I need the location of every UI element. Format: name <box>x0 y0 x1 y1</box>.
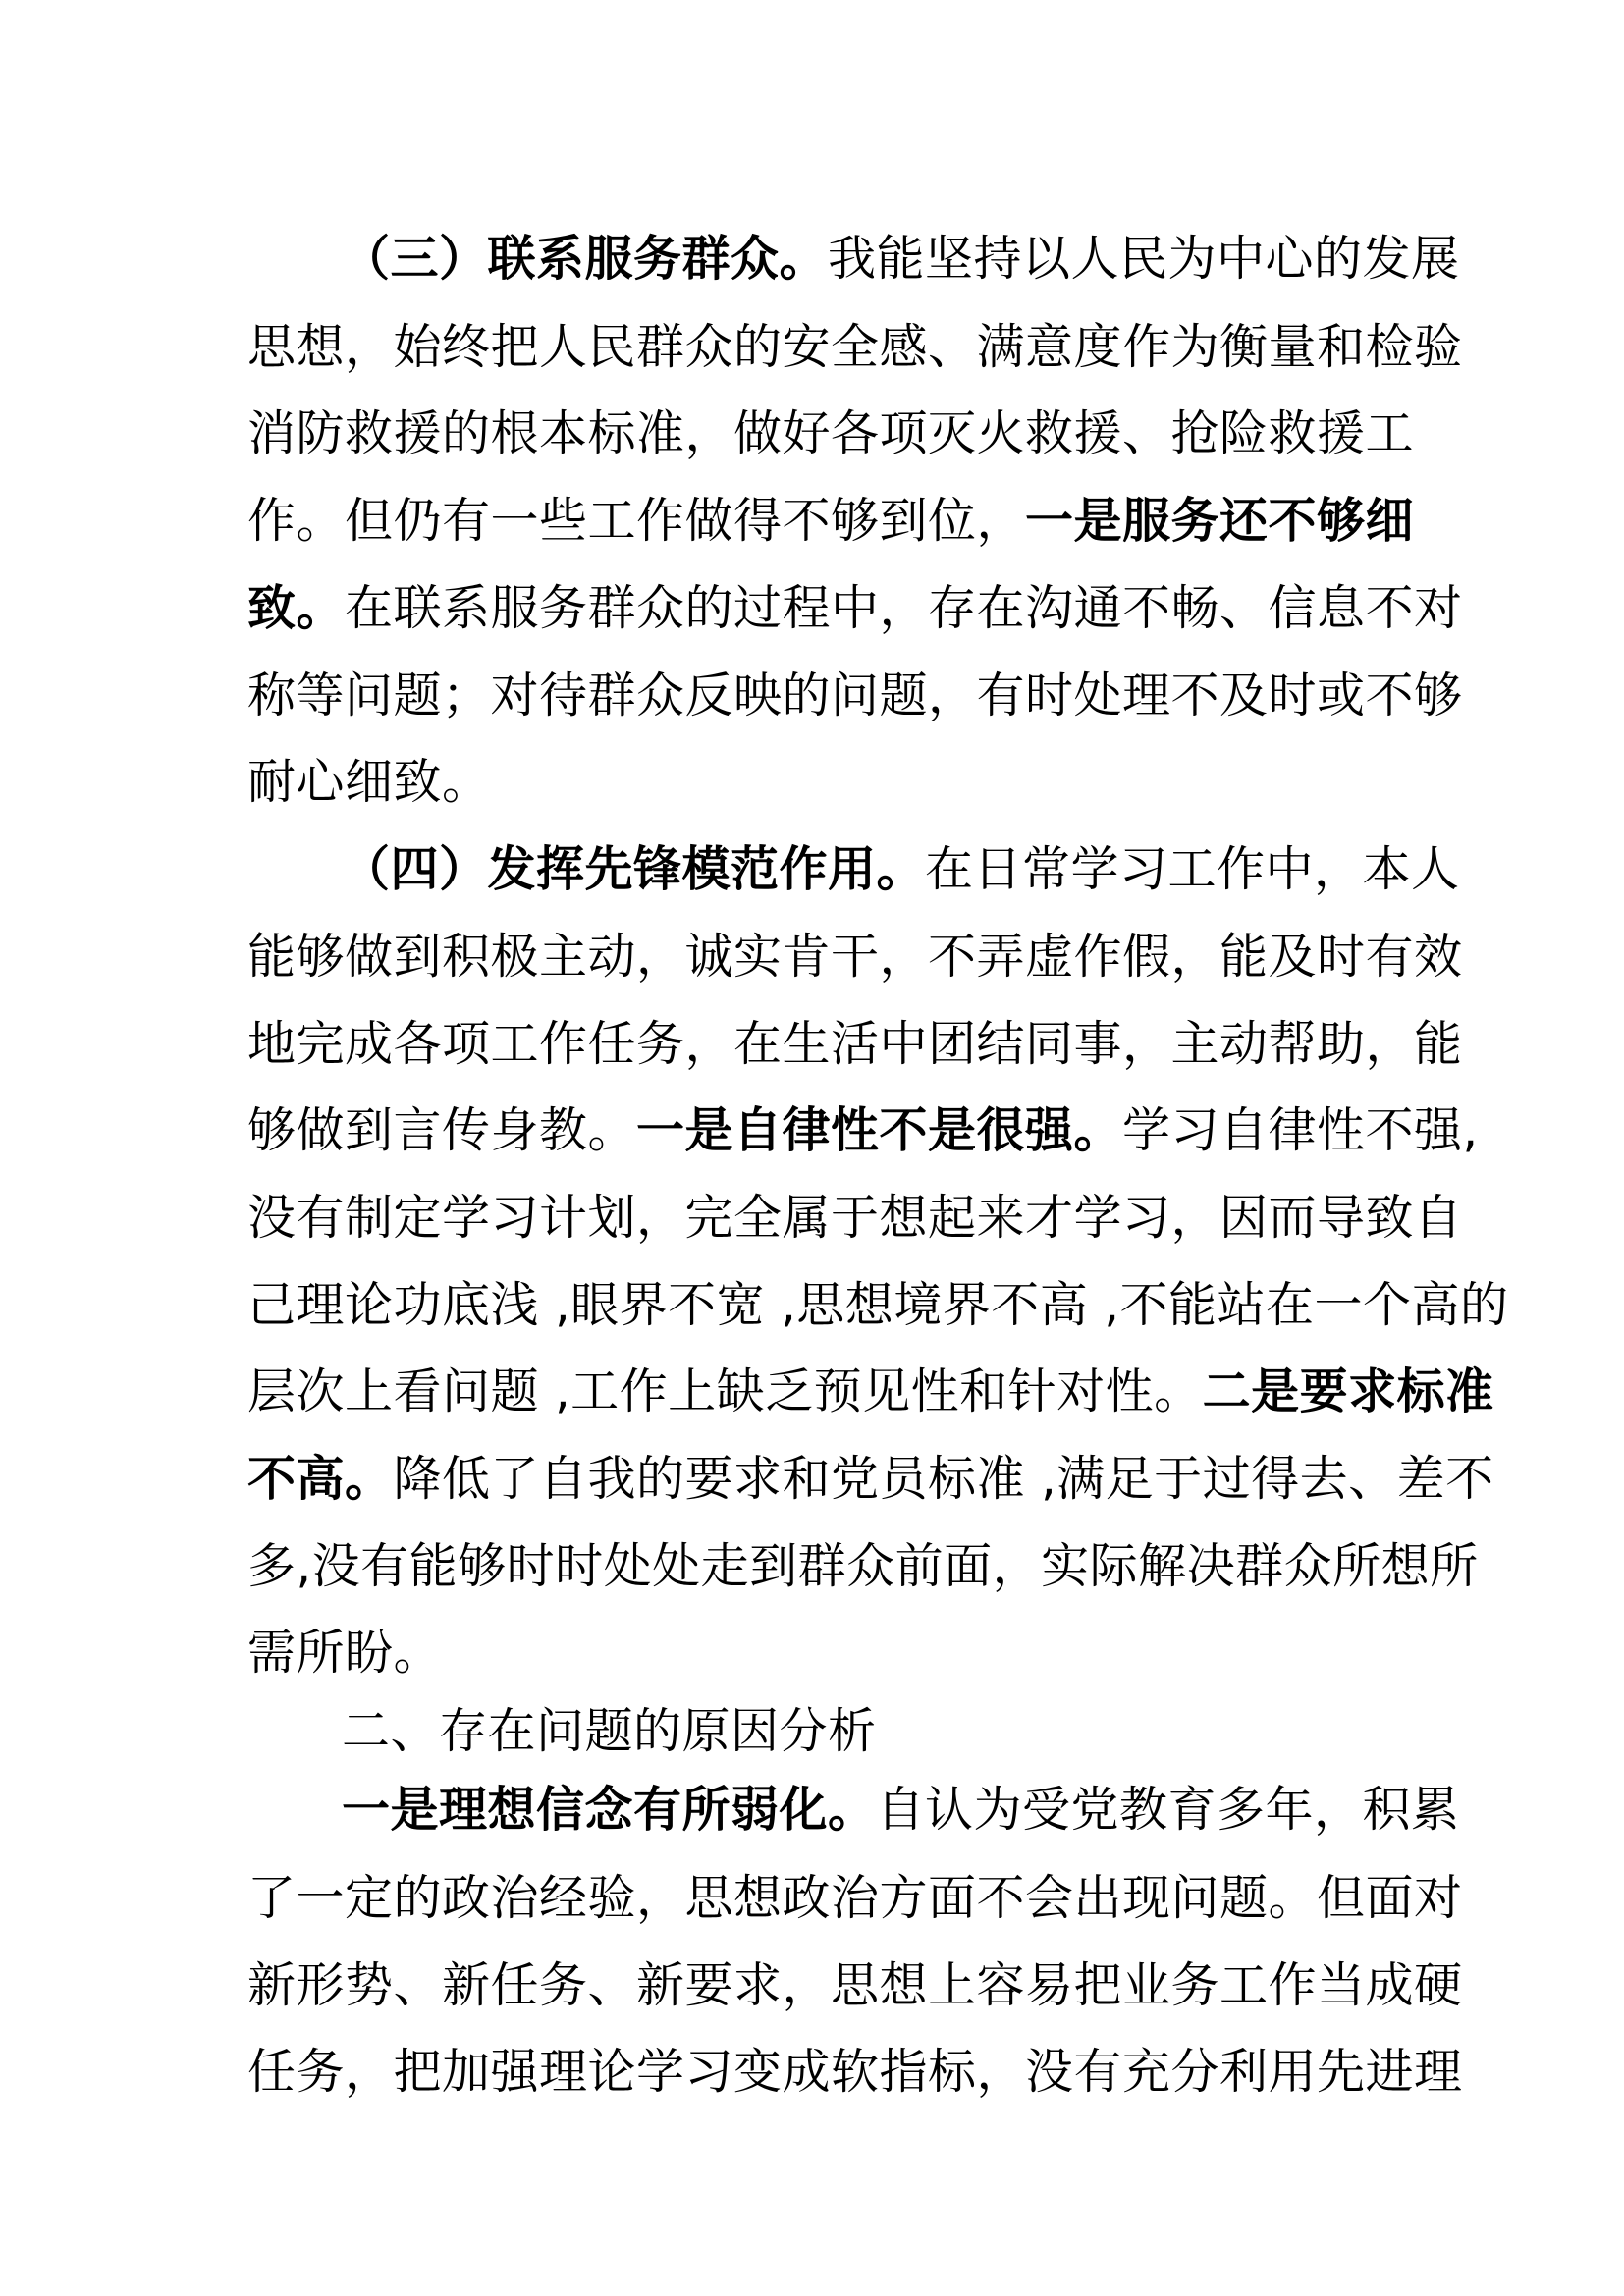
section4-text: 学习自律性不强, <box>1122 1102 1479 1158</box>
section4-text: 层次上看问题 ,工作上缺乏预见性和针对性。 <box>247 1363 1203 1419</box>
section4-point-1: 一是自律性不是很强。 <box>636 1102 1123 1158</box>
section4-line-5: 没有制定学习计划，完全属于想起来才学习，因而导致自 <box>247 1190 1463 1246</box>
section3-line-1 <box>342 220 1460 298</box>
part2-line-1 <box>342 1771 1460 1849</box>
part2-line-4: 任务，把加强理论学习变成软指标，没有充分利用先进理 <box>247 2044 1463 2100</box>
section4-line-3: 地完成各项工作任务，在生活中团结同事，主动帮助，能 <box>247 1016 1463 1072</box>
section4-line-4 <box>247 1092 1479 1170</box>
section3-text: 在联系服务群众的过程中，存在沟通不畅、信息不对 <box>345 580 1463 636</box>
part2-text: 自认为受党教育多年，积累 <box>876 1782 1460 1838</box>
section3-line-2: 思想，始终把人民群众的安全感、满意度作为衡量和检验 <box>247 319 1463 375</box>
section3-line-3: 消防救援的根本标准，做好各项灭火救援、抢险救援工 <box>247 405 1415 461</box>
section4-line-1 <box>342 830 1460 909</box>
section3-line-5 <box>247 569 1463 648</box>
section4-heading: （四）发挥先锋模范作用。 <box>342 841 926 897</box>
section3-line-7: 耐心细致。 <box>247 754 491 810</box>
section4-line-7 <box>247 1353 1494 1431</box>
section4-point-2-cont: 不高。 <box>247 1451 394 1507</box>
section4-line-10: 需所盼。 <box>247 1625 443 1681</box>
section3-point-1-cont: 致。 <box>247 580 346 636</box>
section3-line-6: 称等问题；对待群众反映的问题，有时处理不及时或不够 <box>247 667 1463 723</box>
part2-heading: 二、存在问题的原因分析 <box>342 1703 877 1759</box>
section4-line-8 <box>247 1440 1494 1519</box>
part2-line-3: 新形势、新任务、新要求，思想上容易把业务工作当成硬 <box>247 1957 1463 2013</box>
section4-line-2: 能够做到积极主动，诚实肯干，不弄虚作假，能及时有效 <box>247 929 1463 985</box>
section4-line-6: 己理论功底浅 ,眼界不宽 ,思想境界不高 ,不能站在一个高的 <box>247 1277 1509 1333</box>
section4-text: 在日常学习工作中，本人 <box>925 841 1460 897</box>
section3-text: 我能坚持以人民为中心的发展 <box>828 231 1460 287</box>
part2-line-2: 了一定的政治经验，思想政治方面不会出现问题。但面对 <box>247 1870 1463 1926</box>
section4-line-9: 多,没有能够时时处处走到群众前面，实际解决群众所想所 <box>247 1538 1479 1594</box>
part2-point-1: 一是理想信念有所弱化。 <box>342 1782 877 1838</box>
section4-point-2: 二是要求标准 <box>1202 1363 1494 1419</box>
section3-text: 作。但仍有一些工作做得不够到位， <box>247 493 1026 549</box>
section3-point-1: 一是服务还不够细 <box>1025 493 1415 549</box>
section3-heading: （三）联系服务群众。 <box>342 231 829 287</box>
section4-text: 降低了自我的要求和党员标准 ,满足于过得去、差不 <box>393 1451 1494 1507</box>
section4-text: 够做到言传身教。 <box>247 1102 637 1158</box>
section3-line-4 <box>247 482 1415 561</box>
